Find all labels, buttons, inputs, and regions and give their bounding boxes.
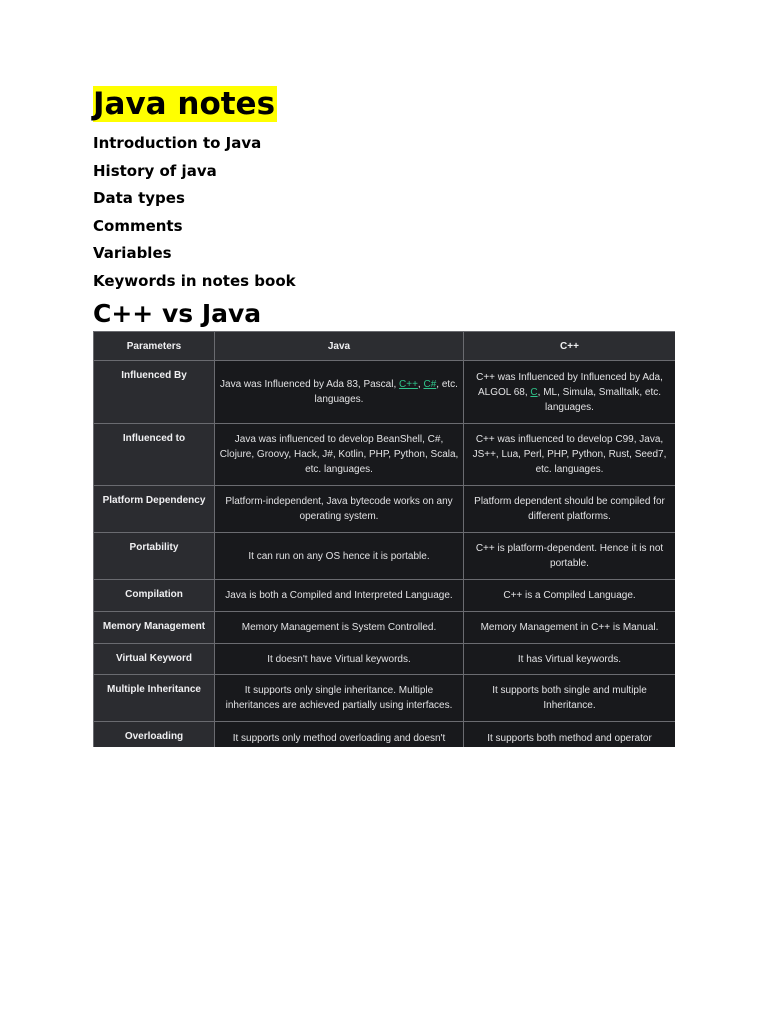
topic-item: Keywords in notes book bbox=[93, 271, 296, 290]
header-parameters: Parameters bbox=[94, 332, 215, 361]
row-parameter: Influenced to bbox=[94, 424, 215, 486]
cpp-cell: Platform dependent should be compiled for different platforms. bbox=[464, 486, 676, 533]
cpp-cell: C++ is platform-dependent. Hence it is not portable. bbox=[464, 533, 676, 580]
row-parameter: Influenced By bbox=[94, 361, 215, 424]
header-cpp: C++ bbox=[464, 332, 676, 361]
row-parameter: Multiple Inheritance bbox=[94, 675, 215, 722]
c-link[interactable]: C bbox=[530, 386, 538, 398]
java-cell: It supports only single inheritance. Multiple inheritances are achieved partially using interfaces. bbox=[215, 675, 464, 722]
table-row bbox=[94, 675, 676, 722]
cell-text: Java was Influenced by Ada 83, Pascal, bbox=[220, 379, 400, 390]
cell-text: , bbox=[417, 379, 424, 390]
row-parameter: Portability bbox=[94, 533, 215, 580]
row-parameter: Platform Dependency bbox=[94, 486, 215, 533]
table-row bbox=[94, 486, 676, 533]
cpp-cell: It has Virtual keywords. bbox=[464, 644, 676, 675]
cpp-cell: Memory Management in C++ is Manual. bbox=[464, 612, 676, 644]
java-cell: It doesn't have Virtual keywords. bbox=[215, 644, 464, 675]
comparison-table-image bbox=[93, 331, 675, 747]
java-cell: It can run on any OS hence it is portable. bbox=[215, 533, 464, 580]
cpp-cell: It supports both method and operator bbox=[464, 722, 676, 748]
table-row bbox=[94, 580, 676, 612]
topic-item: Introduction to Java bbox=[93, 134, 262, 152]
java-cell: Platform-independent, Java bytecode works on any operating system. bbox=[215, 486, 464, 533]
table-row bbox=[94, 533, 676, 580]
java-cell: It supports only method overloading and doesn't bbox=[215, 722, 464, 748]
row-parameter: Memory Management bbox=[94, 612, 215, 644]
cell-text: , ML, Simula, Smalltalk, etc. languages. bbox=[537, 386, 662, 413]
java-cell: Java was influenced to develop BeanShell, C#, Clojure, Groovy, Hack, J#, Kotlin, PHP, Python, Scala, etc. languages. bbox=[215, 424, 464, 486]
row-parameter: Compilation bbox=[94, 580, 215, 612]
java-cell: Memory Management is System Controlled. bbox=[215, 612, 464, 644]
topic-item: History of java bbox=[93, 161, 217, 180]
comparison-heading: C++ vs Java bbox=[93, 299, 262, 328]
cell-text: C++ was Influenced by Influenced by Ada, ALGOL 68, bbox=[476, 371, 663, 398]
table-row bbox=[94, 361, 676, 424]
topic-item: Data types bbox=[93, 189, 185, 208]
table-row bbox=[94, 644, 676, 675]
page-title bbox=[93, 86, 277, 122]
table-row bbox=[94, 424, 676, 486]
cpp-cell bbox=[464, 361, 676, 424]
cell-text: , etc. languages. bbox=[314, 379, 458, 405]
row-parameter: Virtual Keyword bbox=[94, 644, 215, 675]
title-highlight: Java notes bbox=[93, 86, 276, 122]
comparison-table bbox=[93, 331, 675, 747]
table-row bbox=[94, 722, 676, 748]
table-row bbox=[94, 612, 676, 644]
cpp-cell: C++ was influenced to develop C99, Java, JS++, Lua, Perl, PHP, Python, Rust, Seed7, etc. languages. bbox=[464, 424, 676, 486]
cpp-cell: It supports both single and multiple Inheritance. bbox=[464, 675, 676, 722]
java-cell bbox=[215, 361, 464, 424]
table-header-row bbox=[94, 332, 676, 361]
row-parameter: Overloading bbox=[94, 722, 215, 748]
csharp-link[interactable]: C# bbox=[423, 379, 437, 390]
topic-list bbox=[93, 132, 296, 298]
cpp-cell: C++ is a Compiled Language. bbox=[464, 580, 676, 612]
cpp-link[interactable]: C++ bbox=[399, 379, 418, 390]
header-java: Java bbox=[215, 332, 464, 361]
java-cell: Java is both a Compiled and Interpreted Language. bbox=[215, 580, 464, 612]
topic-item: Comments bbox=[93, 216, 183, 235]
topic-item: Variables bbox=[93, 244, 172, 263]
